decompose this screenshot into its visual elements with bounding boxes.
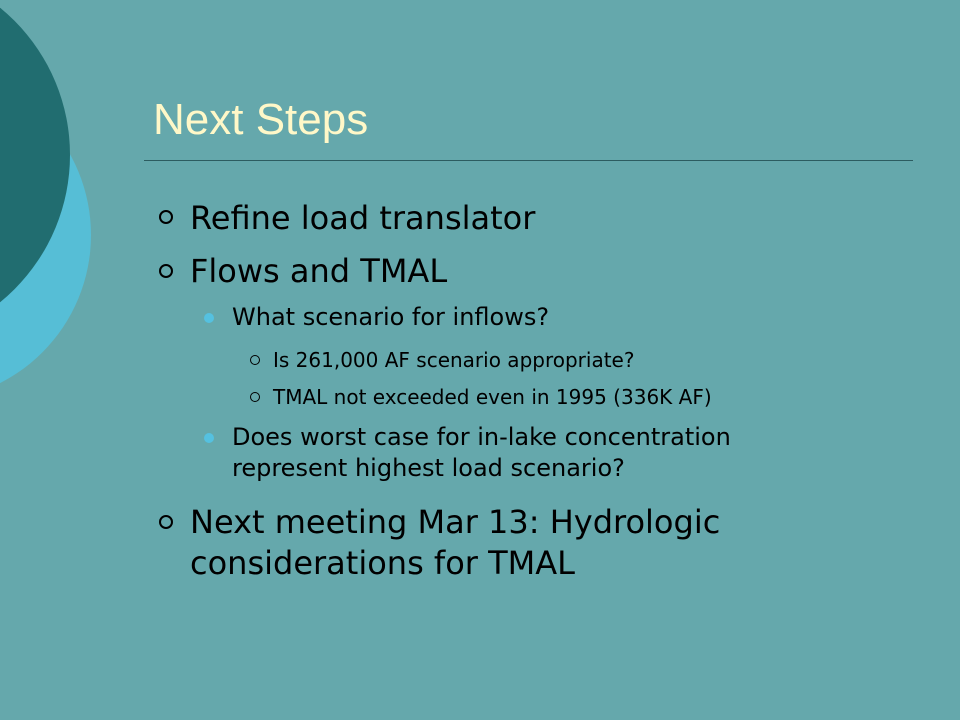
bullet-ring-icon [159,210,173,224]
sub-sub-bullet-261000-af: Is 261,000 AF scenario appropriate? [273,348,635,372]
bullet-next-meeting-line-2: considerations for TMAL [190,544,575,582]
bullet-next-meeting-line-1: Next meeting Mar 13: Hydrologic [190,503,721,541]
sub-bullet-dot-icon [204,313,214,323]
sub-sub-bullet-ring-icon [250,392,260,402]
sub-sub-bullet-ring-icon [250,355,260,365]
sub-bullet-worst-case-line-2: represent highest load scenario? [232,454,625,482]
sub-sub-bullet-tmal-not-exceeded: TMAL not exceeded even in 1995 (336K AF) [273,385,712,409]
sub-bullet-worst-case-line-1: Does worst case for in-lake concentration [232,423,731,451]
bullet-flows-and-tmal: Flows and TMAL [190,252,448,290]
bullet-ring-icon [159,515,173,529]
bullet-refine-load-translator: Refine load translator [190,199,536,237]
bullet-ring-icon [159,264,173,278]
sub-bullet-dot-icon [204,433,214,443]
slide-title: Next Steps [153,95,369,144]
sub-bullet-inflow-scenario: What scenario for inflows? [232,303,550,331]
